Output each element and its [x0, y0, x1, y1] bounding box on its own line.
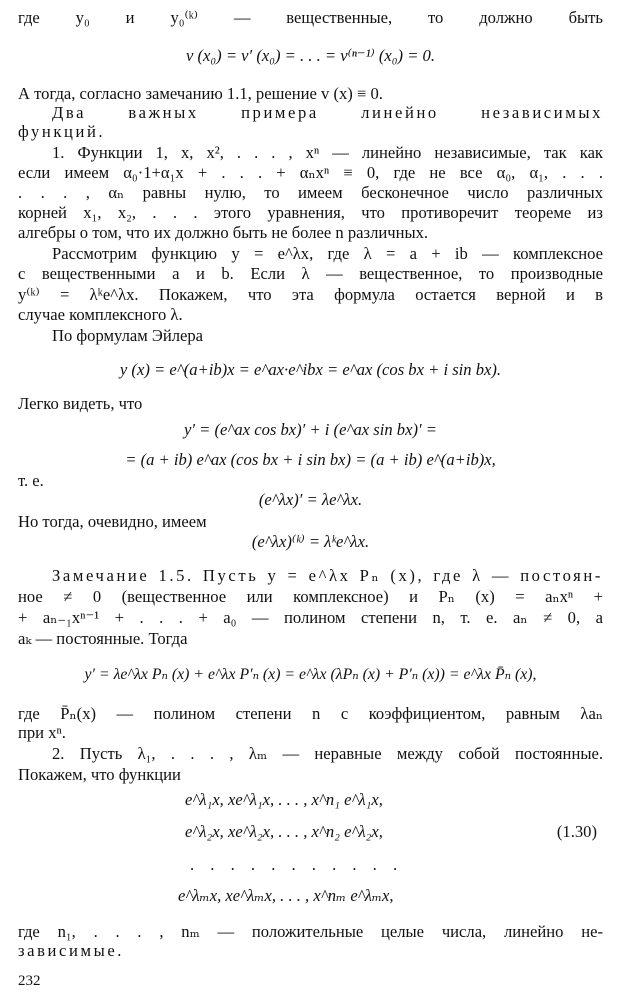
text-line: Но тогда, очевидно, имеем: [18, 512, 207, 531]
spaced-heading: Два важных примера линейно независимых: [52, 103, 603, 122]
text-line: А тогда, согласно замечанию 1.1, решение v (x) ≡ 0.: [18, 84, 383, 103]
text-line: Покажем, что функции: [18, 765, 181, 784]
spaced-heading: функций.: [18, 122, 106, 141]
text-line: где P̄ₙ(x) — полином степени n с коэффициентом, равным λaₙ: [18, 704, 603, 723]
formula-line: y′ = λe^λx Pₙ (x) + e^λx P′ₙ (x) = e^λx (λPₙ (x) + P′ₙ (x)) = e^λx P̄ₙ (x),: [84, 666, 537, 683]
spaced-word: зависимые.: [18, 941, 125, 960]
text-line: где y₀ и y₀⁽ᵏ⁾ — вещественные, то должно быть: [18, 8, 603, 27]
formula-line: y′ = (e^ax cos bx)′ + i (e^ax sin bx)′ =: [184, 420, 437, 439]
function-row: e^λ₁x, xe^λ₁x, . . . , x^n₁ e^λ₁x,: [185, 790, 383, 809]
text-line: корней x₁, x₂, . . . этого уравнения, что противоречит теореме из: [18, 203, 603, 222]
text-line: если имеем α₀·1+α₁x + . . . + αₙxⁿ ≡ 0, где не все α₀, α₁, . . .: [18, 163, 603, 182]
formula-line: (e^λx)′ = λe^λx.: [258, 490, 363, 509]
formula-line: v (x₀) = v′ (x₀) = . . . = v⁽ⁿ⁻¹⁾ (x₀) = 0.: [185, 46, 435, 65]
text-line: 1. Функции 1, x, x², . . . , xⁿ — линейно независимые, так как: [52, 143, 603, 162]
formula-line: y (x) = e^(a+ib)x = e^ax·e^ibx = e^ax (cos bx + i sin bx).: [119, 360, 502, 379]
text-line: + aₙ₋₁xⁿ⁻¹ + . . . + a₀ — полином степени n, т. е. aₙ ≠ 0, а: [18, 608, 603, 627]
text-line: Легко видеть, что: [18, 394, 143, 413]
text-line: случае комплексного λ.: [18, 305, 183, 324]
text-line: y⁽ᵏ⁾ = λᵏe^λx. Покажем, что эта формула остается верной и в: [18, 285, 603, 304]
text-line: при xⁿ.: [18, 723, 66, 742]
formula-line: = (a + ib) e^ax (cos bx + i sin bx) = (a + ib) e^(a+ib)x,: [125, 450, 496, 469]
page-number: 232: [18, 973, 41, 989]
function-row: e^λ₂x, xe^λ₂x, . . . , x^n₂ e^λ₂x,: [185, 822, 383, 841]
remark-line: Замечание 1.5. Пусть y = e^λx Pₙ (x), где λ — постоян-: [52, 566, 603, 585]
equation-number: (1.30): [556, 822, 597, 841]
text-line: где n₁, . . . , nₘ — положительные целые числа, линейно не-: [18, 922, 603, 941]
text-line: Рассмотрим функцию y = e^λx, где λ = a + ib — комплексное: [52, 244, 603, 263]
dots-row: . . . . . . . . . . .: [190, 855, 404, 874]
function-row: e^λₘx, xe^λₘx, . . . , x^nₘ e^λₘx,: [178, 886, 394, 905]
text-line: т. е.: [18, 471, 44, 490]
text-line: 2. Пусть λ₁, . . . , λₘ — неравные между собой постоянные.: [52, 744, 603, 763]
text-line: алгебры о том, что их должно быть не более n различных.: [18, 223, 429, 242]
text-line: . . . , αₙ равны нулю, то имеем бесконечное число различных: [18, 183, 603, 202]
text-line: с вещественными a и b. Если λ — вещественное, то производные: [18, 264, 603, 283]
text-line: ное ≠ 0 (вещественное или комплексное) и Pₙ (x) = aₙxⁿ +: [18, 587, 603, 606]
text-line: aₖ — постоянные. Тогда: [18, 629, 188, 648]
formula-line: (e^λx)⁽ᵏ⁾ = λᵏe^λx.: [251, 532, 370, 551]
text-line: По формулам Эйлера: [52, 326, 204, 345]
